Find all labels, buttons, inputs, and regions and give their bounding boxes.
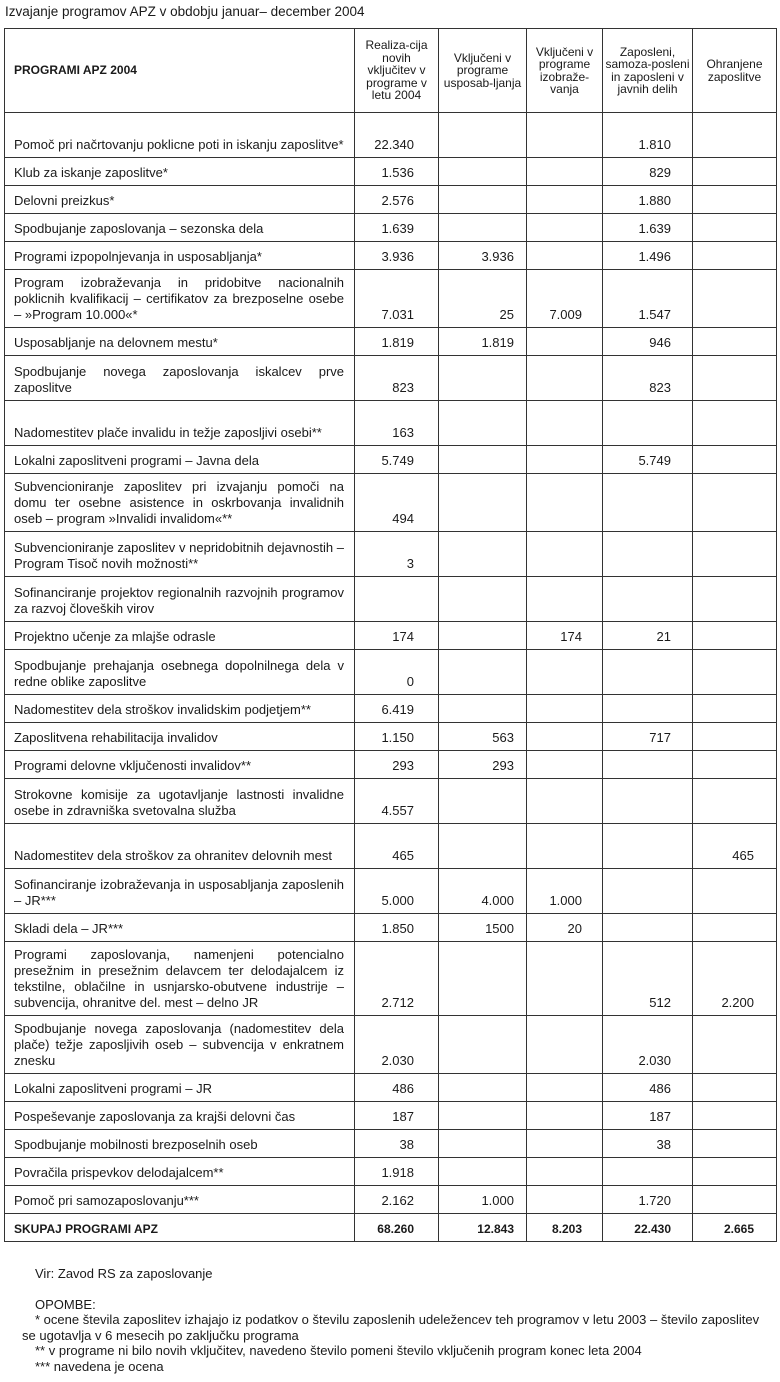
education-value	[527, 824, 603, 869]
employed-value: 1.880	[603, 186, 693, 214]
training-value	[439, 1158, 527, 1186]
header-preserved-jobs: Ohranjene zaposlitve	[693, 29, 777, 113]
preserved-jobs-value	[693, 779, 777, 824]
total-new-enrolments-value: 68.260	[355, 1214, 439, 1242]
employed-value	[603, 779, 693, 824]
source-note: Vir: Zavod RS za zaposlovanje	[35, 1266, 213, 1281]
table-row	[5, 751, 777, 779]
table-row	[5, 824, 777, 869]
program-name: Nadomestitev dela stroškov invalidskim podjetjem**	[5, 695, 355, 723]
training-value	[439, 446, 527, 474]
table-row	[5, 270, 777, 328]
new-enrolments-value	[355, 577, 439, 622]
table-row	[5, 242, 777, 270]
header-education: Vključeni v programe izobraže-vanja	[527, 29, 603, 113]
employed-value	[603, 650, 693, 695]
new-enrolments-value: 2.576	[355, 186, 439, 214]
preserved-jobs-value: 2.200	[693, 942, 777, 1016]
table-row	[5, 869, 777, 914]
employed-value: 512	[603, 942, 693, 1016]
program-name: Subvencioniranje zaposlitev pri izvajanju pomoči na domu ter osebne asistence in oskrbovanja invalidnih oseb – program »Invalidi invalidom«**	[5, 474, 355, 532]
preserved-jobs-value	[693, 1158, 777, 1186]
training-value: 563	[439, 723, 527, 751]
new-enrolments-value: 7.031	[355, 270, 439, 328]
preserved-jobs-value	[693, 186, 777, 214]
employed-value: 717	[603, 723, 693, 751]
program-name: Delovni preizkus*	[5, 186, 355, 214]
table-row	[5, 1102, 777, 1130]
program-name: Nadomestitev dela stroškov za ohranitev delovnih mest	[5, 824, 355, 869]
education-value	[527, 1130, 603, 1158]
header-employed: Zaposleni, samoza-posleni in zaposleni v javnih delih	[603, 29, 693, 113]
education-value	[527, 723, 603, 751]
new-enrolments-value: 2.030	[355, 1016, 439, 1074]
program-name: Zaposlitvena rehabilitacija invalidov	[5, 723, 355, 751]
table-row	[5, 113, 777, 158]
education-value	[527, 356, 603, 401]
new-enrolments-value: 174	[355, 622, 439, 650]
employed-value: 829	[603, 158, 693, 186]
education-value	[527, 328, 603, 356]
employed-value	[603, 577, 693, 622]
new-enrolments-value: 1.850	[355, 914, 439, 942]
new-enrolments-value: 5.000	[355, 869, 439, 914]
table-row	[5, 577, 777, 622]
training-value	[439, 622, 527, 650]
training-value	[439, 779, 527, 824]
preserved-jobs-value	[693, 356, 777, 401]
new-enrolments-value: 823	[355, 356, 439, 401]
training-value	[439, 577, 527, 622]
table-row	[5, 779, 777, 824]
education-value	[527, 186, 603, 214]
training-value: 3.936	[439, 242, 527, 270]
employed-value: 1.496	[603, 242, 693, 270]
program-name: Klub za iskanje zaposlitve*	[5, 158, 355, 186]
preserved-jobs-value	[693, 751, 777, 779]
training-value	[439, 186, 527, 214]
preserved-jobs-value	[693, 1186, 777, 1214]
new-enrolments-value: 38	[355, 1130, 439, 1158]
preserved-jobs-value: 465	[693, 824, 777, 869]
new-enrolments-value: 6.419	[355, 695, 439, 723]
program-name: Lokalni zaposlitveni programi – Javna dela	[5, 446, 355, 474]
table-row	[5, 622, 777, 650]
training-value	[439, 1102, 527, 1130]
education-value: 174	[527, 622, 603, 650]
education-value	[527, 532, 603, 577]
training-value	[439, 356, 527, 401]
education-value	[527, 1102, 603, 1130]
employed-value	[603, 914, 693, 942]
education-value: 1.000	[527, 869, 603, 914]
preserved-jobs-value	[693, 113, 777, 158]
notes-heading: OPOMBE:	[35, 1296, 96, 1312]
program-name: Usposabljanje na delovnem mestu*	[5, 328, 355, 356]
employed-value: 823	[603, 356, 693, 401]
training-value: 25	[439, 270, 527, 328]
employed-value: 1.639	[603, 214, 693, 242]
employed-value	[603, 869, 693, 914]
education-value	[527, 942, 603, 1016]
preserved-jobs-value	[693, 328, 777, 356]
table-row	[5, 695, 777, 723]
new-enrolments-value: 187	[355, 1102, 439, 1130]
program-name: Projektno učenje za mlajše odrasle	[5, 622, 355, 650]
education-value	[527, 695, 603, 723]
table-row	[5, 356, 777, 401]
employed-value: 946	[603, 328, 693, 356]
program-name: Programi izpopolnjevanja in usposabljanja*	[5, 242, 355, 270]
training-value	[439, 401, 527, 446]
education-value	[527, 751, 603, 779]
program-name: Program izobraževanja in pridobitve nacionalnih poklicnih kvalifikacij – certifikatov za brezposelne osebe – »Program 10.000«*	[5, 270, 355, 328]
header-training: Vključeni v programe usposab-ljanja	[439, 29, 527, 113]
employed-value: 1.720	[603, 1186, 693, 1214]
employed-value: 1.810	[603, 113, 693, 158]
preserved-jobs-value	[693, 695, 777, 723]
preserved-jobs-value	[693, 1074, 777, 1102]
total-training-value: 12.843	[439, 1214, 527, 1242]
preserved-jobs-value	[693, 214, 777, 242]
new-enrolments-value: 163	[355, 401, 439, 446]
training-value	[439, 214, 527, 242]
employed-value: 187	[603, 1102, 693, 1130]
new-enrolments-value: 5.749	[355, 446, 439, 474]
program-name: Povračila prispevkov delodajalcem**	[5, 1158, 355, 1186]
employed-value	[603, 1158, 693, 1186]
note-line: * ocene števila zaposlitev izhajajo iz podatkov o številu zaposlenih udeležencev teh programov v letu 2003 – število zaposlitev se ugotavlja v 6 mesecih po zaključku programa	[22, 1312, 760, 1343]
education-value	[527, 577, 603, 622]
employed-value: 21	[603, 622, 693, 650]
program-name: Sofinanciranje projektov regionalnih razvojnih programov za razvoj človeških virov	[5, 577, 355, 622]
training-value	[439, 824, 527, 869]
new-enrolments-value: 2.162	[355, 1186, 439, 1214]
education-value	[527, 401, 603, 446]
table-row	[5, 1158, 777, 1186]
education-value	[527, 1016, 603, 1074]
training-value: 1.819	[439, 328, 527, 356]
program-name: Spodbujanje prehajanja osebnega dopolnilnega dela v redne oblike zaposlitve	[5, 650, 355, 695]
employed-value: 2.030	[603, 1016, 693, 1074]
total-employed-value: 22.430	[603, 1214, 693, 1242]
program-name: Lokalni zaposlitveni programi – JR	[5, 1074, 355, 1102]
new-enrolments-value: 293	[355, 751, 439, 779]
table-row	[5, 328, 777, 356]
new-enrolments-value: 22.340	[355, 113, 439, 158]
training-value	[439, 474, 527, 532]
header-new-enrolments: Realiza-cija novih vključitev v programe v letu 2004	[355, 29, 439, 113]
table-row	[5, 186, 777, 214]
new-enrolments-value: 3	[355, 532, 439, 577]
new-enrolments-value: 1.819	[355, 328, 439, 356]
new-enrolments-value: 486	[355, 1074, 439, 1102]
preserved-jobs-value	[693, 270, 777, 328]
program-name: Spodbujanje novega zaposlovanja (nadomestitev dela plače) težje zaposljivih oseb – subvencija v enkratnem znesku	[5, 1016, 355, 1074]
total-education-value: 8.203	[527, 1214, 603, 1242]
education-value	[527, 1074, 603, 1102]
new-enrolments-value: 1.639	[355, 214, 439, 242]
training-value: 1500	[439, 914, 527, 942]
note-line: *** navedena je ocena	[35, 1358, 164, 1374]
employed-value: 486	[603, 1074, 693, 1102]
preserved-jobs-value	[693, 650, 777, 695]
new-enrolments-value: 494	[355, 474, 439, 532]
preserved-jobs-value	[693, 532, 777, 577]
training-value	[439, 1074, 527, 1102]
notes	[22, 1266, 774, 1374]
employed-value: 5.749	[603, 446, 693, 474]
education-value: 20	[527, 914, 603, 942]
training-value	[439, 695, 527, 723]
education-value	[527, 1158, 603, 1186]
note-line: ** v programe ni bilo novih vključitev, navedeno število pomeni število vključenih program konec leta 2004	[35, 1343, 642, 1358]
preserved-jobs-value	[693, 1130, 777, 1158]
preserved-jobs-value	[693, 1016, 777, 1074]
program-name: Spodbujanje novega zaposlovanja iskalcev prve zaposlitve	[5, 356, 355, 401]
preserved-jobs-value	[693, 446, 777, 474]
training-value	[439, 113, 527, 158]
training-value	[439, 532, 527, 577]
preserved-jobs-value	[693, 914, 777, 942]
total-program-name: SKUPAJ PROGRAMI APZ	[5, 1214, 355, 1242]
new-enrolments-value: 465	[355, 824, 439, 869]
table-header-row	[5, 29, 777, 113]
employed-value	[603, 474, 693, 532]
preserved-jobs-value	[693, 1102, 777, 1130]
education-value	[527, 113, 603, 158]
new-enrolments-value: 1.536	[355, 158, 439, 186]
preserved-jobs-value	[693, 474, 777, 532]
education-value	[527, 650, 603, 695]
program-name: Spodbujanje mobilnosti brezposelnih oseb	[5, 1130, 355, 1158]
employed-value	[603, 824, 693, 869]
page-title: Izvajanje programov APZ v obdobju januar– december 2004	[5, 4, 365, 19]
education-value	[527, 214, 603, 242]
total-preserved-jobs-value: 2.665	[693, 1214, 777, 1242]
program-name: Programi delovne vključenosti invalidov**	[5, 751, 355, 779]
table-row	[5, 474, 777, 532]
table-row	[5, 723, 777, 751]
program-name: Pospeševanje zaposlovanja za krajši delovni čas	[5, 1102, 355, 1130]
preserved-jobs-value	[693, 158, 777, 186]
new-enrolments-value: 0	[355, 650, 439, 695]
employed-value: 38	[603, 1130, 693, 1158]
training-value	[439, 1016, 527, 1074]
education-value	[527, 242, 603, 270]
program-name: Nadomestitev plače invalidu in težje zaposljivi osebi**	[5, 401, 355, 446]
program-name: Pomoč pri samozaposlovanju***	[5, 1186, 355, 1214]
preserved-jobs-value	[693, 577, 777, 622]
program-name: Subvencioniranje zaposlitev v nepridobitnih dejavnostih – Program Tisoč novih možnosti**	[5, 532, 355, 577]
table-row	[5, 532, 777, 577]
employed-value	[603, 532, 693, 577]
employed-value	[603, 695, 693, 723]
table-row	[5, 158, 777, 186]
table-row	[5, 1074, 777, 1102]
program-name: Strokovne komisije za ugotavljanje lastnosti invalidne osebe in zdravniška svetovalna služba	[5, 779, 355, 824]
training-value	[439, 1130, 527, 1158]
table-row	[5, 914, 777, 942]
table-row	[5, 1130, 777, 1158]
training-value	[439, 158, 527, 186]
new-enrolments-value: 1.150	[355, 723, 439, 751]
preserved-jobs-value	[693, 401, 777, 446]
preserved-jobs-value	[693, 869, 777, 914]
education-value: 7.009	[527, 270, 603, 328]
training-value: 293	[439, 751, 527, 779]
preserved-jobs-value	[693, 622, 777, 650]
education-value	[527, 474, 603, 532]
employed-value: 1.547	[603, 270, 693, 328]
program-name: Programi zaposlovanja, namenjeni potencialno presežnim in presežnim delavcem ter delodajalcem iz tekstilne, oblačilne in usnjarsko-obutvene industrije – subvencija, ohranitve del. mest – delno JR	[5, 942, 355, 1016]
program-name: Sofinanciranje izobraževanja in usposabljanja zaposlenih – JR***	[5, 869, 355, 914]
employed-value	[603, 751, 693, 779]
new-enrolments-value: 1.918	[355, 1158, 439, 1186]
new-enrolments-value: 4.557	[355, 779, 439, 824]
new-enrolments-value: 3.936	[355, 242, 439, 270]
header-programs: PROGRAMI APZ 2004	[5, 29, 355, 113]
table-row	[5, 401, 777, 446]
apz-programs-table	[4, 28, 777, 1242]
new-enrolments-value: 2.712	[355, 942, 439, 1016]
employed-value	[603, 401, 693, 446]
table-row	[5, 1186, 777, 1214]
program-name: Spodbujanje zaposlovanja – sezonska dela	[5, 214, 355, 242]
program-name: Pomoč pri načrtovanju poklicne poti in iskanju zaposlitve*	[5, 113, 355, 158]
training-value	[439, 942, 527, 1016]
training-value	[439, 650, 527, 695]
preserved-jobs-value	[693, 242, 777, 270]
program-name: Skladi dela – JR***	[5, 914, 355, 942]
table-row	[5, 1016, 777, 1074]
education-value	[527, 446, 603, 474]
table-row	[5, 446, 777, 474]
education-value	[527, 158, 603, 186]
table-row	[5, 650, 777, 695]
education-value	[527, 1186, 603, 1214]
training-value: 1.000	[439, 1186, 527, 1214]
table-row	[5, 214, 777, 242]
preserved-jobs-value	[693, 723, 777, 751]
total-row	[5, 1214, 777, 1242]
training-value: 4.000	[439, 869, 527, 914]
table-row	[5, 942, 777, 1016]
education-value	[527, 779, 603, 824]
